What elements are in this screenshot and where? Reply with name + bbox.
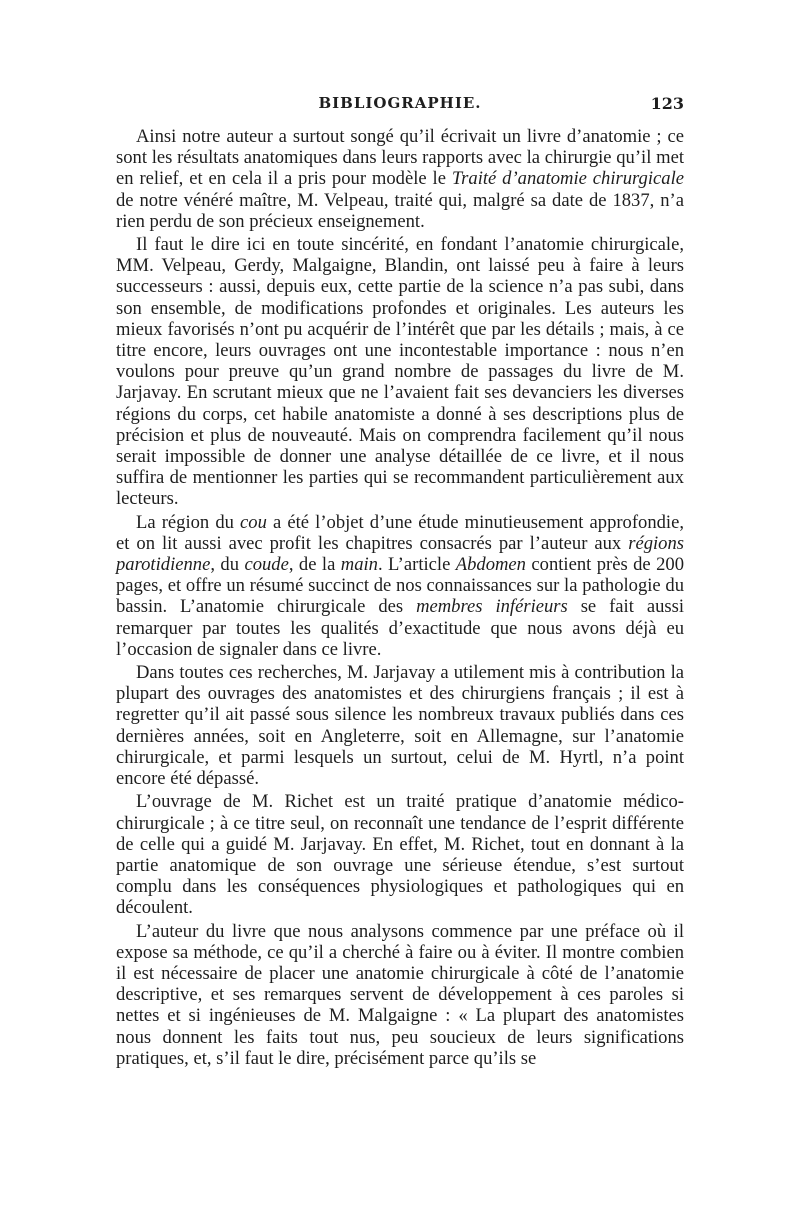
running-title: BIBLIOGRAPHIE. bbox=[318, 94, 482, 112]
page-number: 123 bbox=[650, 94, 684, 113]
text-segment: Il faut le dire ici en toute sincérité, en fondant l’anatomie chirurgicale, MM. Velpeau, Gerdy, Malgaigne, Blandin, ont laissé peu à faire à leurs successeurs : aussi, depuis eux, cette partie de la science n’a pas subi, dans son ensemble, de modifications profondes et originales. Les auteurs les mieux favorisés n’ont pu acquérir de l’intérêt que par les détails ; mais, à ce titre encore, leurs ouvrages ont une incontestable importance : nous n’en voulons pour preuve qu’un grand nombre de passages du livre de M. Jarjavay. En scrutant mieux que ne l’avaient fait ses devanciers les diverses régions du corps, cet habile anatomiste a donné à ses descriptions plus de précision et plus de nouveauté. Mais on comprendra facilement qu’il nous serait impossible de donner une analyse détaillée de ce livre, et il nous suffira de mentionner les parties qui se recommandent particulièrement aux lecteurs. bbox=[116, 234, 684, 510]
italic-text: régions parotidienne bbox=[116, 532, 684, 576]
paragraph bbox=[116, 512, 684, 660]
text-segment: L’ouvrage de M. Richet est un traité pratique d’anatomie médico-chirurgicale ; à ce titre seul, on reconnaît une tendance de l’esprit différente de celle qui a guidé M. Jarjavay. En effet, M. Richet, tout en donnant à la partie anatomique de son ouvrage une sérieuse étendue, s’est surtout complu dans les conséquences physiologiques et pathologiques qui en découlent. bbox=[116, 791, 684, 919]
paragraph bbox=[116, 234, 684, 510]
paragraph bbox=[116, 126, 684, 232]
text-segment: . L’article bbox=[377, 554, 456, 576]
italic-text: Abdomen bbox=[455, 554, 526, 576]
text-segment: de notre vénéré maître, M. Velpeau, traité qui, malgré sa date de 1837, n’a rien perdu de son précieux enseignement. bbox=[116, 189, 684, 232]
paragraph bbox=[116, 662, 684, 789]
body-text bbox=[116, 126, 684, 1069]
italic-text: main bbox=[340, 554, 378, 576]
paragraph bbox=[116, 791, 684, 918]
italic-text: coude bbox=[244, 554, 289, 576]
text-segment: Ainsi notre auteur a surtout songé qu’il écrivait un livre d’anatomie ; ce sont les résultats anatomiques dans leurs rapports avec la chirurgie qu’il met en relief, et en cela il a pris pour modèle le bbox=[116, 126, 684, 190]
text-segment: a été l’objet d’une étude minutieusement approfondie, et on lit aussi avec profit les chapitres consacrés par l’auteur aux bbox=[116, 511, 685, 554]
text-segment: Dans toutes ces recherches, M. Jarjavay a utilement mis à contribution la plupart des ouvrages des anatomistes et des chirurgiens français ; il est à regretter qu’il ait passé sous silence les nombreux travaux publiés dans ces dernières années, soit en Angleterre, soit en Allemagne, sur l’anatomie chirurgicale, et parmi lesquels un surtout, celui de M. Hyrtl, n’a point encore été dépassé. bbox=[116, 662, 684, 790]
text-segment: L’auteur du livre que nous analysons commence par une préface où il expose sa méthode, ce qu’il a cherché à faire ou à éviter. Il montre combien il est nécessaire de placer une anatomie chirurgicale à côté de l’anatomie descriptive, et ses remarques servent de développement à ces paroles si nettes et si ingénieuses de M. Malgaigne : « La plupart des anatomistes nous donnent les faits tout nus, peu soucieux de leurs significations pratiques, et, s’il faut le dire, précisément parce qu’ils se bbox=[116, 920, 684, 1069]
text-segment: La région du bbox=[136, 511, 241, 533]
page-header bbox=[116, 94, 684, 118]
italic-text: membres inférieurs bbox=[416, 596, 568, 618]
paragraph bbox=[116, 921, 684, 1069]
italic-text: cou bbox=[240, 511, 267, 533]
italic-text: Traité d’anatomie chirurgicale bbox=[451, 168, 684, 190]
text-segment: se fait aussi remarquer par toutes les qualités d’exactitude que nous avons déjà eu l’occasion de signaler dans ce livre. bbox=[116, 596, 685, 660]
text-segment: , du bbox=[210, 554, 245, 576]
text-segment: contient près de 200 pages, et offre un résumé succinct de nos connaissances sur la pathologie du bassin. L’anatomie chirurgicale des bbox=[116, 554, 685, 618]
text-segment: , de la bbox=[288, 554, 341, 576]
